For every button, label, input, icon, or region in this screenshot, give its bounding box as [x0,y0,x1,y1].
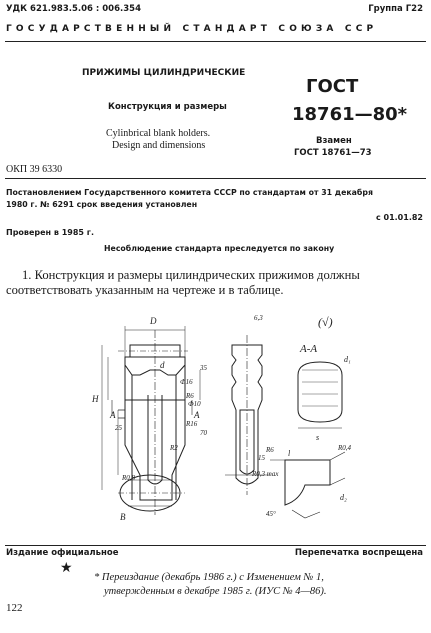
standard-banner: ГОСУДАРСТВЕННЫЙ СТАНДАРТ СОЮЗА ССР [6,24,378,34]
dim-70: 70 [200,429,207,437]
gost-number: 18761—80* [292,104,408,125]
group-code: Группа Г22 [368,4,423,14]
dim-r2: R2 [170,444,178,452]
dim-A-right: A [194,410,200,420]
dim-A-left: A [110,410,116,420]
replaces-label: Взамен [316,136,352,146]
page-number: 122 [6,602,23,614]
dim-H: H [92,394,99,404]
checked-year: Проверен в 1985 г. [6,228,94,237]
dim-B: B [120,512,126,522]
footnote-line2: утвержденным в декабре 1985 г. (ИУС № 4—86). [104,586,327,597]
paragraph-1-line2: соответствовать указанным на чертеже и в таблице. [6,283,284,297]
dim-d2: d₂ [340,493,347,502]
dim-r6: R6 [186,392,194,400]
gost-label: ГОСТ [306,76,359,97]
dim-D: D [150,316,157,326]
effective-date: с 01.01.82 [375,213,423,222]
dim-l: l [288,449,291,458]
decree-line2: 1980 г. № 6291 срок введения установлен [6,200,198,209]
dim-r08: R0,8 [122,474,136,482]
subtitle-ru: Конструкция и размеры [108,102,227,112]
roughness-value: 6,3 [254,314,263,322]
roughness-paren: (√) [318,315,333,329]
paragraph-1-line1: 1. Конструкция и размеры цилиндрических прижимов должны [22,268,360,282]
dim-phi16: Ф16 [180,378,193,386]
dim-35: 35 [200,364,207,372]
detail-view [270,452,345,518]
star-icon: ★ [60,561,73,576]
dim-r04: R0,4 [338,444,352,452]
dim-d1: d₁ [344,355,351,364]
title-en-line2: Design and dimensions [112,140,206,151]
title-en-line1: Cylinbrical blank holders. [106,128,211,139]
udk-code: УДК 621.983.5.06 : 006.354 [6,4,141,14]
dim-s: s [316,433,320,442]
reprint-forbidden: Перепечатка воспрещена [294,548,423,558]
edition-official: Издание официальное [6,548,119,558]
dim-r6-side: R6 [266,446,274,454]
footer-rule [5,545,426,546]
okp-code: ОКП 39 6330 [6,164,63,175]
dim-15: 15 [258,454,265,462]
section-label: А-А [300,343,318,355]
decree-line1: Постановлением Государственного комитета СССР по стандартам от 31 декабря [6,188,373,197]
section-aa [298,362,342,428]
okp-rule [5,178,426,179]
replaces-gost: ГОСТ 18761—73 [294,148,372,158]
dim-d: d [160,360,165,370]
dim-phi10: Ф10 [188,400,201,408]
dim-25: 25 [115,424,122,432]
header-rule [5,41,426,42]
dim-angle: 45° [266,510,276,518]
dim-r16: R16 [186,420,198,428]
dim-r-max: R0,3 max [252,470,279,478]
technical-drawing [0,300,431,540]
law-notice: Несоблюдение стандарта преследуется по закону [104,244,335,253]
title-ru: ПРИЖИМЫ ЦИЛИНДРИЧЕСКИЕ [82,68,246,78]
footnote-line1: * Переиздание (декабрь 1986 г.) с Изменением № 1, [94,572,324,583]
